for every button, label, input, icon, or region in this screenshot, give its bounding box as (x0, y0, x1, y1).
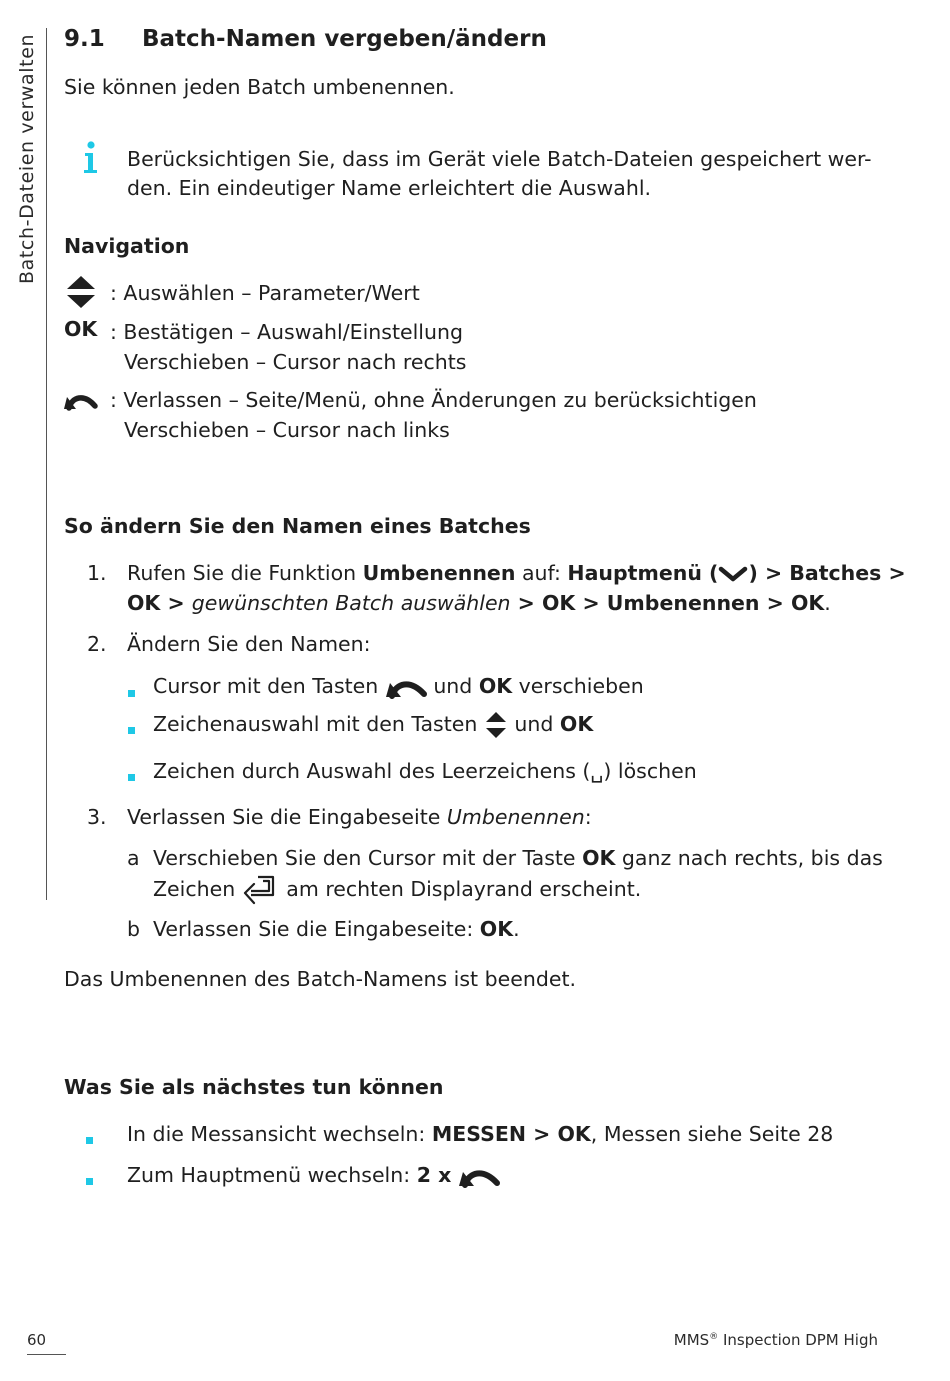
step1-menu-path: OK > (127, 591, 192, 615)
product-model: Inspection DPM High (718, 1331, 878, 1349)
bullet-text: Zeichen durch Auswahl des Leerzeichens ( (153, 759, 591, 783)
step2-number: 2. (87, 632, 107, 656)
ok-key-label: OK (582, 846, 616, 870)
registered-mark: ® (709, 1332, 719, 1342)
back-arrow-icon (458, 1164, 500, 1188)
step1-line2 (127, 588, 831, 618)
bullet-text: Cursor mit den Tasten (153, 674, 385, 698)
step1-text: . (824, 591, 831, 615)
section-title-text: Batch-Namen vergeben/ändern (142, 26, 547, 52)
step1-menu-path: Hauptmenü ( (567, 561, 719, 585)
up-down-arrows-icon (66, 275, 96, 309)
space-character-icon: ␣ (590, 759, 604, 783)
next-item-text: In die Messansicht wechseln: (127, 1122, 432, 1146)
step1-select-batch: gewünschten Batch auswählen (191, 591, 511, 615)
substep-a-line1 (153, 843, 883, 873)
step1-line1 (127, 558, 906, 588)
next-item-text: Zum Hauptmenü wechseln: (127, 1163, 417, 1187)
step2-text: Ändern Sie den Namen: (127, 632, 371, 656)
bullet-text: und (507, 712, 560, 736)
step3-text-part: : (584, 805, 592, 829)
back-arrow-icon (385, 675, 427, 699)
navigation-heading: Navigation (64, 234, 190, 258)
step3-text (127, 802, 592, 832)
substep-a-label: a (127, 846, 140, 870)
substep-text: Zeichen (153, 877, 242, 901)
bullet-marker (86, 1137, 93, 1144)
bullet-text: verschieben (512, 674, 644, 698)
next-item-measure (127, 1119, 833, 1149)
step1-number: 1. (87, 561, 107, 585)
enter-icon (242, 873, 280, 907)
step1-text: auf: (515, 561, 568, 585)
nav-back-text-line2: Verschieben – Cursor nach links (124, 418, 450, 442)
substep-b-label: b (127, 917, 141, 941)
substep-text: Verschieben Sie den Cursor mit der Taste (153, 846, 583, 870)
procedure-heading: So ändern Sie den Namen eines Batches (64, 514, 531, 538)
step3-text-part: Verlassen Sie die Eingabeseite (127, 805, 447, 829)
bullet-marker (128, 774, 135, 781)
next-item-main-menu (127, 1160, 500, 1190)
nav-ok-text-line2: Verschieben – Cursor nach rechts (124, 350, 467, 374)
substep-text: . (513, 917, 520, 941)
chevron-down-icon (718, 564, 748, 584)
product-name (674, 1331, 878, 1349)
step1-menu-path: > OK > Umbenennen > OK (510, 591, 825, 615)
next-item-text: , Messen siehe Seite 28 (590, 1122, 834, 1146)
up-down-arrows-icon (484, 711, 508, 739)
bullet-marker (128, 690, 135, 697)
back-arrow-icon (64, 389, 98, 411)
step2-bullet2 (153, 709, 593, 739)
substep-text: ganz nach rechts, bis das (615, 846, 883, 870)
side-tab-divider (46, 28, 47, 900)
step3-number: 3. (87, 805, 107, 829)
nav-ok-text-line1: : Bestätigen – Auswahl/Einstellung (110, 320, 463, 344)
next-steps-heading: Was Sie als nächstes tun können (64, 1075, 444, 1099)
side-tab-label: Batch-Dateien verwalten (16, 33, 38, 284)
bullet-text: ) löschen (603, 759, 697, 783)
nav-select-text: : Auswählen – Parameter/Wert (110, 281, 420, 305)
product-brand: MMS (673, 1331, 710, 1349)
ok-key-label: OK (64, 317, 98, 341)
substep-text: Verlassen Sie die Eingabeseite: (153, 917, 480, 941)
info-text-line1: Berücksichtigen Sie, dass im Gerät viele Batch-Dateien gespeichert wer- (127, 147, 872, 171)
section-title (64, 26, 547, 52)
bullet-text: Zeichenauswahl mit den Tasten (153, 712, 484, 736)
step1-function: Umbenennen (362, 561, 516, 585)
intro-text: Sie können jeden Batch umbenennen. (64, 75, 455, 99)
bullet-marker (86, 1178, 93, 1185)
ok-key-label: OK (478, 674, 513, 698)
bullet-marker (128, 727, 135, 734)
info-icon (80, 140, 100, 176)
step1-text: Rufen Sie die Funktion (127, 561, 363, 585)
nav-back-text-line1: : Verlassen – Seite/Menü, ohne Änderungen zu berücksichtigen (110, 388, 757, 412)
menu-path: MESSEN > OK (431, 1122, 591, 1146)
page-number: 60 (27, 1331, 47, 1349)
step3-page-name: Umbenennen (446, 805, 585, 829)
step2-bullet3 (153, 756, 697, 786)
substep-text: am rechten Displayrand erscheint. (279, 877, 642, 901)
info-text-line2: den. Ein eindeutiger Name erleichtert die Auswahl. (127, 176, 652, 200)
footer-rule (27, 1354, 66, 1355)
substep-b-text (153, 914, 520, 944)
bullet-text: und (426, 674, 479, 698)
section-number: 9.1 (64, 26, 105, 52)
step1-menu-path: ) > Batches > (748, 561, 906, 585)
ok-key-label: OK (559, 712, 594, 736)
ok-key-label: OK (479, 917, 514, 941)
result-text: Das Umbenennen des Batch-Namens ist beendet. (64, 967, 577, 991)
substep-a-line2 (153, 873, 641, 907)
step2-bullet1 (153, 671, 644, 701)
press-count: 2 x (416, 1163, 459, 1187)
